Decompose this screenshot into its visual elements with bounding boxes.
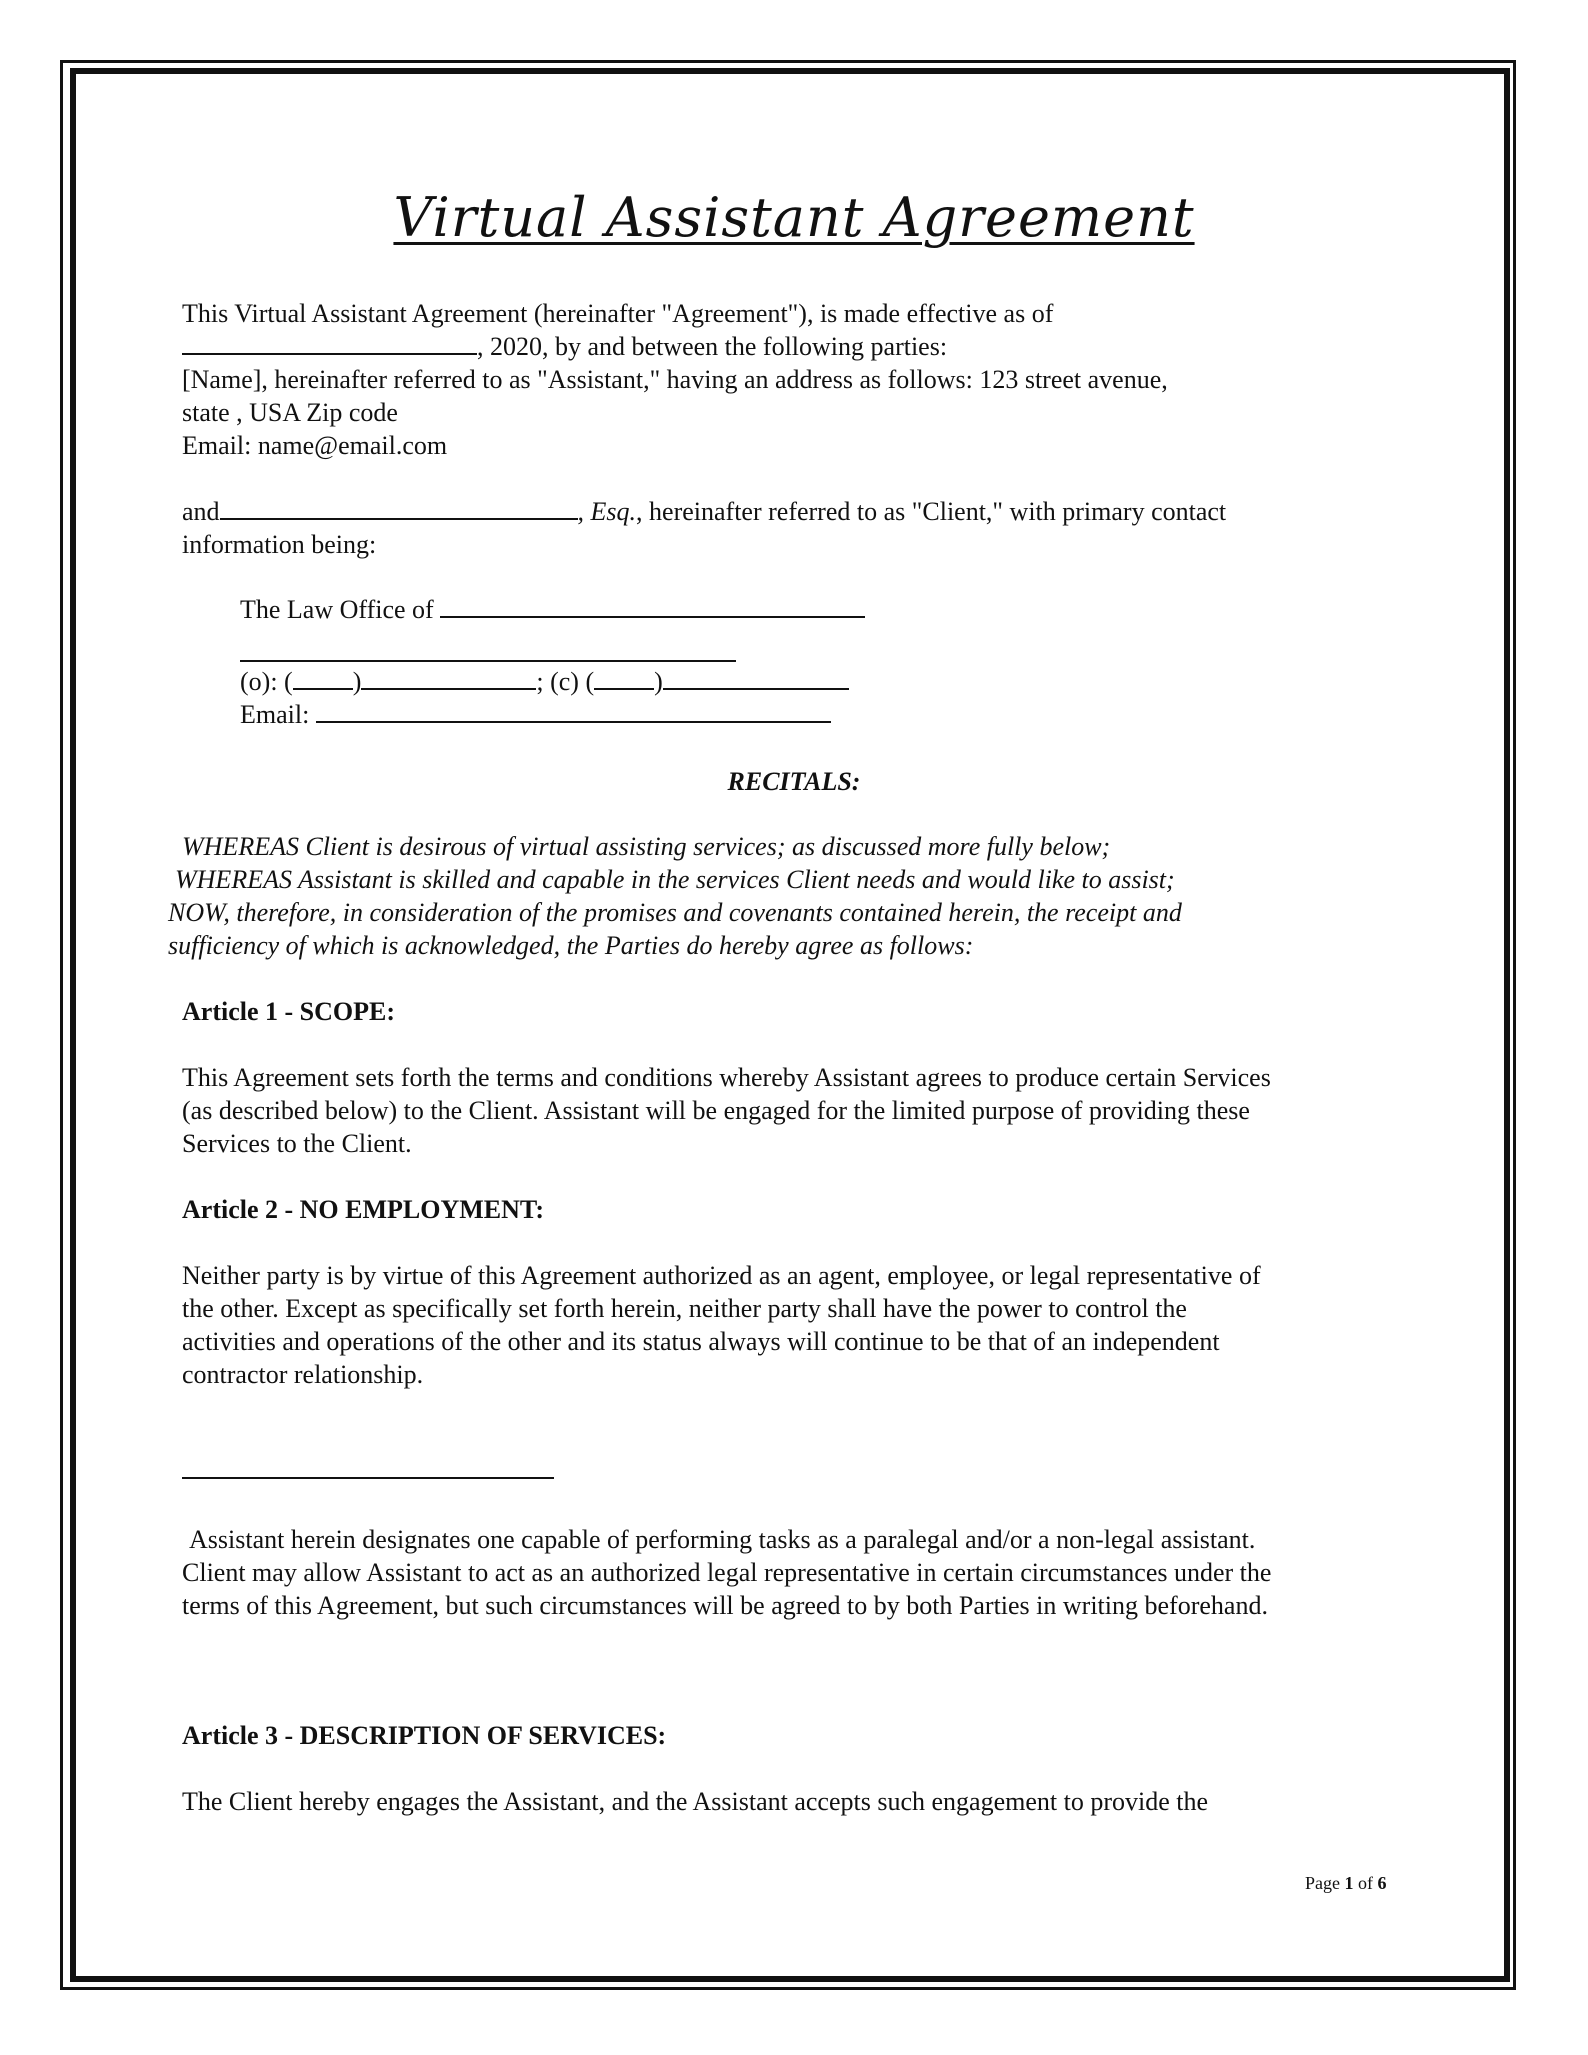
article-2-line-4: contractor relationship. [182,1360,424,1389]
law-office-blank [440,594,865,618]
cell-area-code-blank [594,666,654,690]
contact-email-line: Email: [240,699,831,731]
article-2-line-1: Neither party is by virtue of this Agreement authorized as an agent, employee, or legal representative of [182,1261,1261,1290]
contact-email-blank [316,699,831,723]
intro-line-4: state , USA Zip code [182,398,398,427]
law-office-line: The Law Office of [240,594,865,626]
office-area-code-blank [293,666,353,690]
client-line-2: information being: [182,530,377,559]
recital-line-4: sufficiency of which is acknowledged, the Parties do hereby agree as follows: [168,931,974,960]
cell-phone-blank [663,666,849,690]
client-line-1: and , Esq., hereinafter referred to as "Client," with primary contact [182,497,1227,526]
article-1-heading: Article 1 - SCOPE: [182,997,396,1026]
article-3-line-1: The Client hereby engages the Assistant, and the Assistant accepts such engagement to provide the [182,1787,1209,1816]
designation-line-3: terms of this Agreement, but such circumstances will be agreed to by both Parties in writing beforehand. [182,1591,1268,1620]
intro-line-2: , 2020, by and between the following parties: [182,331,947,363]
recitals-heading: RECITALS: [727,767,861,796]
recital-line-1: WHEREAS Client is desirous of virtual assisting services; as discussed more fully below; [182,832,1111,861]
article-2-line-2: the other. Except as specifically set forth herein, neither party shall have the power to control the [182,1294,1187,1323]
client-name-blank [220,496,578,520]
separator-line [182,1477,554,1479]
article-1-line-1: This Agreement sets forth the terms and conditions whereby Assistant agrees to produce certain Services [182,1063,1271,1092]
phone-line: (o): ( ) ; (c) ( ) [240,666,849,698]
recital-line-3: NOW, therefore, in consideration of the promises and covenants contained herein, the receipt and [168,898,1182,927]
article-1-line-3: Services to the Client. [182,1129,412,1158]
intro-line-1: This Virtual Assistant Agreement (hereinafter "Agreement"), is made effective as of [182,299,1054,328]
designation-line-2: Client may allow Assistant to act as an authorized legal representative in certain circumstances under the [182,1558,1272,1587]
article-2-line-3: activities and operations of the other and its status always will continue to be that of an independent [182,1327,1220,1356]
article-3-heading: Article 3 - DESCRIPTION OF SERVICES: [182,1721,667,1750]
designation-line-1: Assistant herein designates one capable of performing tasks as a paralegal and/or a non-legal assistant. [189,1525,1256,1554]
intro-line-5: Email: name@email.com [182,431,448,460]
article-2-heading: Article 2 - NO EMPLOYMENT: [182,1195,544,1224]
effective-date-blank [182,331,477,355]
address-blank [240,660,736,662]
document-title: Virtual Assistant Agreement [393,186,1195,249]
intro-line-3: [Name], hereinafter referred to as "Assistant," having an address as follows: 123 street avenue, [182,365,1168,394]
recital-line-2: WHEREAS Assistant is skilled and capable in the services Client needs and would like to assist; [175,865,1175,894]
page-number: Page 1 of 6 [1305,1873,1387,1893]
article-1-line-2: (as described below) to the Client. Assistant will be engaged for the limited purpose of providing these [182,1096,1250,1125]
office-phone-blank [361,666,536,690]
